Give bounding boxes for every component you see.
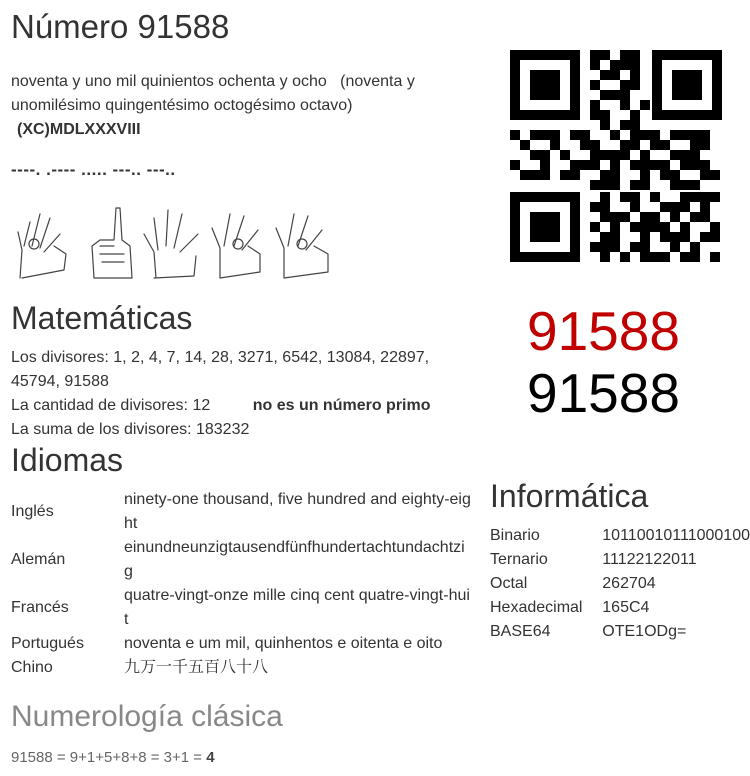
language-value: ninety-one thousand, five hundred and eighty-eight — [123, 491, 471, 532]
cardinal-text: noventa y uno mil quinientos ochenta y ocho — [11, 73, 327, 90]
page-title: Número 91588 — [11, 8, 230, 45]
info-value: OTE1ODg= — [602, 623, 687, 640]
numerology-result: 4 — [206, 749, 215, 766]
numerology-expression: 91588 = 9+1+5+8+8 = 3+1 = — [11, 749, 203, 766]
math-facts — [11, 346, 471, 442]
table-row — [11, 656, 471, 680]
divisor-count-line — [11, 394, 471, 418]
language-value: einundneunzigtausendfünfhundertachtundachtzig — [123, 539, 465, 580]
table-row — [11, 488, 471, 536]
language-name: Inglés — [11, 503, 54, 520]
info-label: Binario — [490, 527, 540, 544]
math-section-title: Matemáticas — [11, 300, 193, 336]
table-row — [490, 620, 750, 644]
info-label: Hexadecimal — [490, 599, 583, 616]
table-row — [11, 584, 471, 632]
morse-code: ----. .---- ..... ---.. ---.. — [11, 160, 176, 179]
language-name: Alemán — [11, 551, 66, 568]
table-row — [490, 548, 750, 572]
divisor-count-value: 12 — [192, 397, 211, 414]
roman-numeral: (XC)MDLXXXVIII — [17, 121, 141, 138]
info-value: 11122122011 — [602, 551, 697, 568]
table-row — [11, 632, 471, 656]
languages-section-title: Idiomas — [11, 442, 124, 478]
number-display-red: 91588 — [527, 300, 680, 362]
qr-code-icon — [510, 50, 722, 262]
info-value: 165C4 — [602, 599, 650, 616]
language-value: 九万一千五百八十八 — [123, 659, 268, 676]
info-label: Ternario — [490, 551, 548, 568]
language-name: Chino — [11, 659, 53, 676]
computing-table — [490, 524, 750, 644]
divisors-label: Los divisores: — [11, 349, 109, 366]
table-row — [490, 524, 750, 548]
ordinal-text: (noventa y unomilésimo quingentésimo octogésimo octavo) — [11, 73, 415, 114]
divisor-sum-line — [11, 418, 471, 442]
computing-section-title: Informática — [490, 478, 649, 514]
language-name: Francés — [11, 599, 69, 616]
number-display-black: 91588 — [527, 362, 680, 424]
info-value: 262704 — [602, 575, 656, 592]
language-name: Portugués — [11, 635, 84, 652]
divisor-sum-value: 183232 — [195, 421, 250, 438]
table-row — [490, 572, 750, 596]
prime-status: no es un número primo — [252, 397, 431, 414]
numerology-section-title: Numerología clásica — [11, 700, 283, 733]
languages-table — [11, 488, 471, 680]
info-value: 10110010111000100 — [602, 527, 750, 544]
info-label: BASE64 — [490, 623, 551, 640]
divisors-line — [11, 346, 471, 394]
language-value: quatre-vingt-onze mille cinq cent quatre-vingt-huit — [123, 587, 470, 628]
info-label: Octal — [490, 575, 528, 592]
table-row — [490, 596, 750, 620]
language-value: noventa e um mil, quinhentos e oitenta e oito — [123, 635, 443, 652]
sign-language-hands-icon — [10, 200, 340, 282]
divisors-value: 1, 2, 4, 7, 14, 28, 3271, 6542, 13084, 22897, 45794, 91588 — [11, 349, 430, 390]
numerology-formula — [11, 749, 215, 766]
number-spelling — [11, 70, 471, 142]
divisor-sum-label: La suma de los divisores: — [11, 421, 192, 438]
table-row — [11, 536, 471, 584]
divisor-count-label: La cantidad de divisores: — [11, 397, 188, 414]
